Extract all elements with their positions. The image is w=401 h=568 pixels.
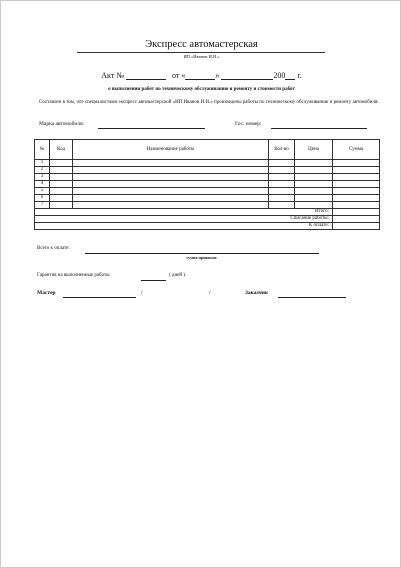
vehicle-plate-line	[271, 128, 367, 129]
total-value	[333, 209, 380, 216]
row-qty	[269, 202, 295, 209]
row-sum	[333, 181, 380, 188]
master-label: Мастер	[37, 290, 56, 296]
table-header-row	[35, 140, 380, 160]
row-sum	[333, 195, 380, 202]
header-work-name: Наименование работы	[73, 140, 269, 160]
payment-label: Всего к оплате:	[37, 246, 70, 251]
row-number: 5	[35, 188, 50, 195]
row-work	[73, 195, 269, 202]
row-code	[50, 160, 73, 167]
row-work	[73, 167, 269, 174]
total-label: Итого:	[35, 209, 333, 216]
topay-row	[35, 223, 380, 230]
warranty-days-line	[141, 280, 166, 281]
row-code	[50, 181, 73, 188]
row-work	[73, 174, 269, 181]
intro-paragraph: Составлен в том, что специалистами экспресс автомастерской «ИП Иванов И.И.» произведены работы по техническому обслуживанию и ремонту автомобиля:	[39, 100, 379, 105]
row-price	[295, 181, 333, 188]
act-quote-close: »	[215, 71, 220, 80]
company-subtitle: ИП «Иванов И.И.»	[183, 54, 220, 59]
row-qty	[269, 174, 295, 181]
row-qty	[269, 195, 295, 202]
row-work	[73, 160, 269, 167]
vehicle-brand-line	[98, 128, 205, 129]
row-number: 7	[35, 202, 50, 209]
header-code: Код	[50, 140, 73, 160]
warranty-days-label: ( дней ).	[169, 273, 187, 278]
act-year-blank	[285, 71, 295, 80]
act-month-blank	[221, 71, 273, 80]
header-price: Цена	[295, 140, 333, 160]
row-work	[73, 202, 269, 209]
row-price	[295, 160, 333, 167]
master-slash: /	[141, 290, 143, 296]
row-price	[295, 174, 333, 181]
works-table	[34, 139, 380, 230]
header-number: №	[35, 140, 50, 160]
act-year-suffix: г.	[297, 71, 302, 80]
row-price	[295, 188, 333, 195]
row-qty	[269, 181, 295, 188]
payment-line	[85, 253, 319, 254]
writeoff-row	[35, 216, 380, 223]
writeoff-label: Списание работы:	[35, 216, 333, 223]
row-work	[73, 188, 269, 195]
document-heading: о выполнении работ по техническому обслуживанию и ремонту и стоимости работ	[108, 87, 295, 92]
title-underline	[77, 52, 325, 53]
row-sum	[333, 167, 380, 174]
act-number-label: Акт №	[101, 71, 124, 80]
table-row	[35, 167, 380, 174]
vehicle-plate-label: Гос. номер:	[235, 121, 262, 127]
act-year-prefix: 200	[273, 71, 286, 80]
header-quantity: Кол-во	[269, 140, 295, 160]
vehicle-brand-label: Марка автомобиля:	[39, 121, 85, 127]
row-sum	[333, 202, 380, 209]
writeoff-value	[333, 216, 380, 223]
row-number: 6	[35, 195, 50, 202]
table-row	[35, 160, 380, 167]
row-sum	[333, 160, 380, 167]
row-sum	[333, 174, 380, 181]
total-row	[35, 209, 380, 216]
row-code	[50, 195, 73, 202]
row-qty	[269, 188, 295, 195]
table-row	[35, 174, 380, 181]
topay-label: К оплате:	[35, 223, 333, 230]
act-number-blank	[126, 71, 166, 80]
row-price	[295, 195, 333, 202]
payment-caption: сумма прописью	[186, 255, 217, 260]
topay-value	[333, 223, 380, 230]
row-code	[50, 202, 73, 209]
row-price	[295, 167, 333, 174]
master-slash-end: /	[209, 290, 211, 296]
row-code	[50, 174, 73, 181]
row-number: 3	[35, 174, 50, 181]
header-sum: Сумма	[333, 140, 380, 160]
row-code	[50, 167, 73, 174]
act-day-blank	[185, 71, 215, 80]
row-sum	[333, 188, 380, 195]
customer-signature-line	[278, 297, 346, 298]
row-number: 2	[35, 167, 50, 174]
row-work	[73, 181, 269, 188]
warranty-label: Гарантия на выполненные работы	[37, 273, 110, 278]
master-signature-line	[63, 297, 136, 298]
act-date-label: от «	[171, 71, 186, 80]
row-number: 4	[35, 181, 50, 188]
table-row	[35, 181, 380, 188]
customer-label: Заказчик	[245, 290, 269, 296]
table-row	[35, 202, 380, 209]
company-title: Экспресс автомастерская	[145, 39, 258, 50]
row-price	[295, 202, 333, 209]
act-line	[1, 71, 401, 80]
row-number: 1	[35, 160, 50, 167]
table-row	[35, 188, 380, 195]
row-qty	[269, 167, 295, 174]
row-code	[50, 188, 73, 195]
table-row	[35, 195, 380, 202]
row-qty	[269, 160, 295, 167]
